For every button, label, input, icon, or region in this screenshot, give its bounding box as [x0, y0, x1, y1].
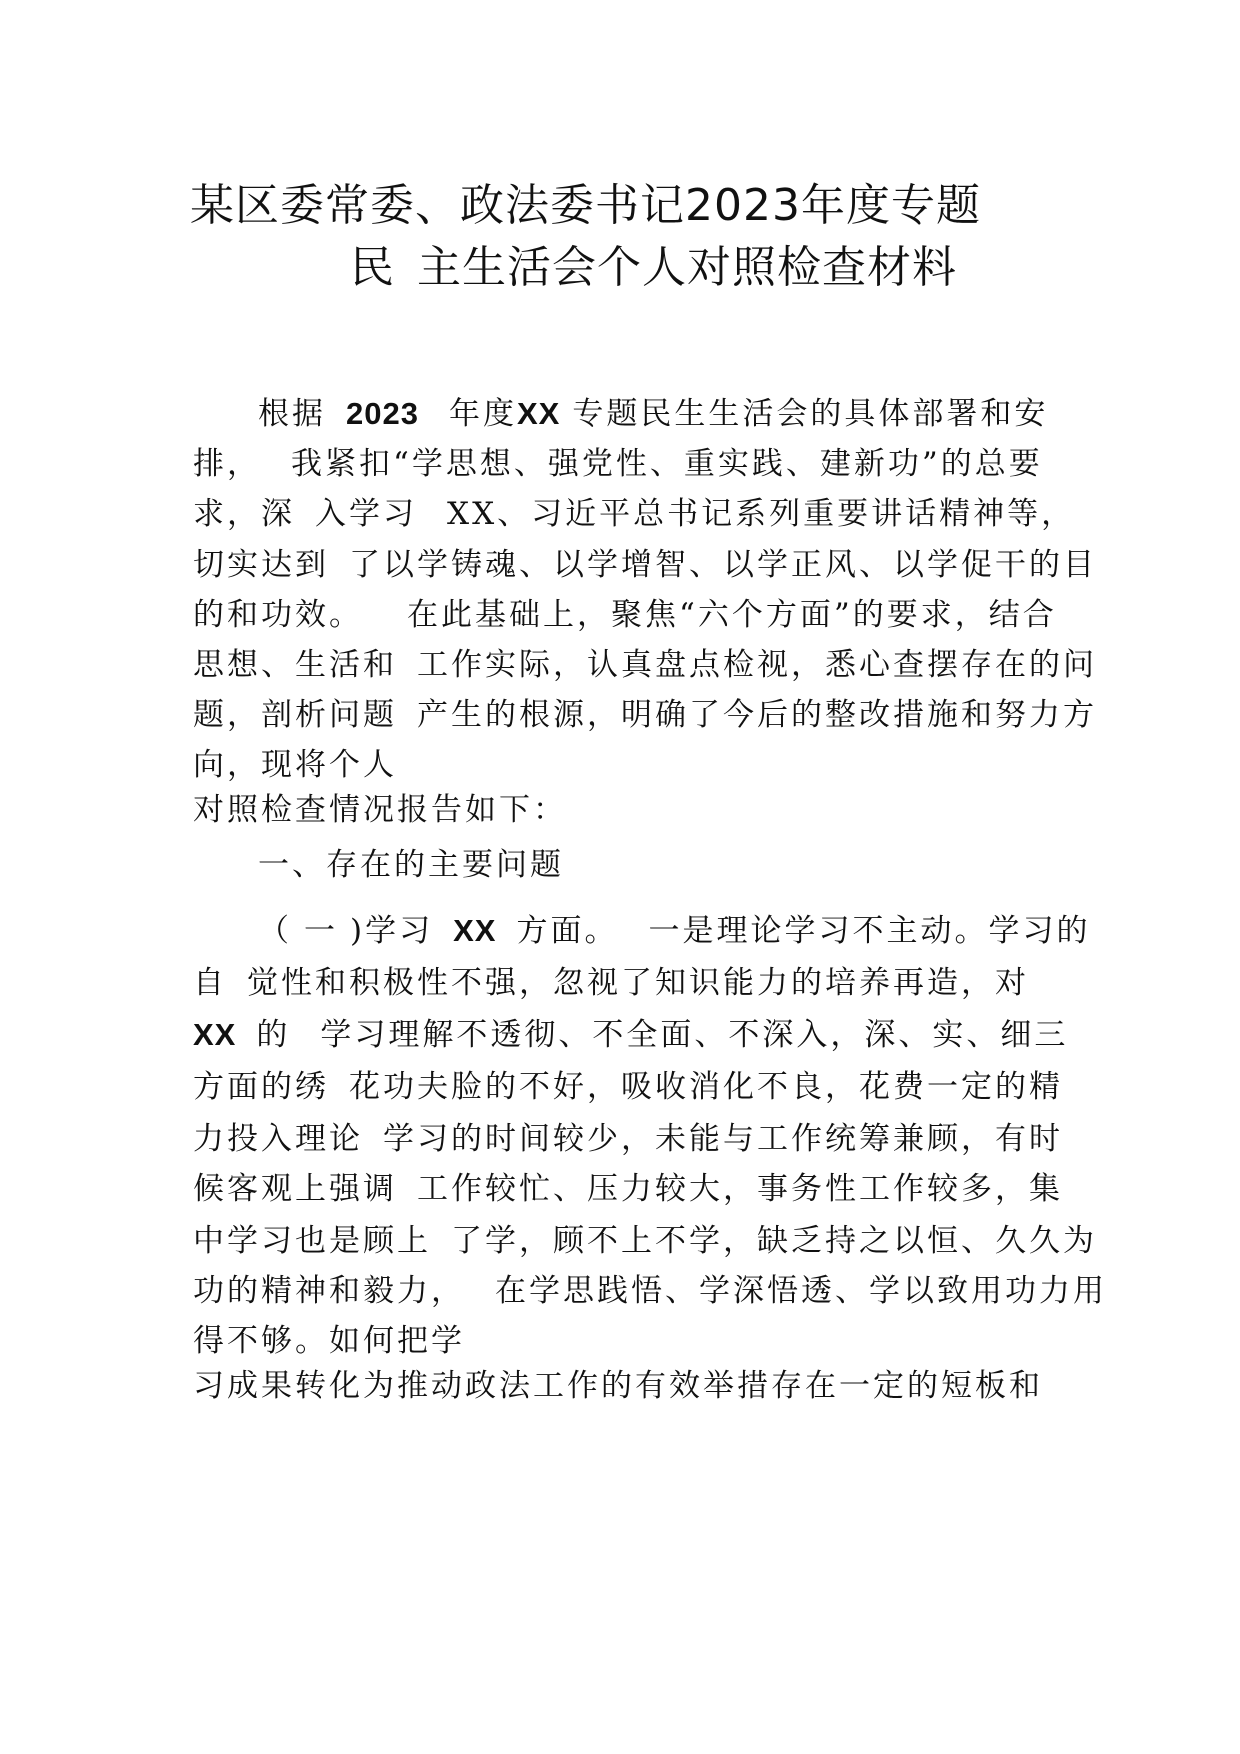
paragraph-2-line-2 [193, 963, 1029, 1003]
text-run: 花功夫脸的不好，吸收消化不良，花费一定的精 [349, 1069, 1063, 1105]
text-run: 入学习 [315, 496, 417, 532]
text-run: 功的精神和毅力， [193, 1273, 465, 1309]
paragraph-1-line-5 [193, 595, 1057, 635]
paragraph-2-line-9: 得不够。如何把学 [193, 1323, 465, 1359]
text-run: 了以学铸魂、以学增智、以学正风、以学促干的目 [349, 547, 1097, 583]
text-run: 、习近平总书记系列重要讲话精神等， [497, 496, 1076, 532]
text-run: （ [258, 913, 292, 949]
text-run: 思想、生活和 [193, 647, 397, 683]
paragraph-2-line-10: 习成果转化为推动政法工作的有效举措存在一定的短板和 [193, 1368, 1043, 1404]
text-run: 力投入理论 [193, 1121, 363, 1157]
document-title-line-1: 某区委常委、政法委书记2023年度专题 [190, 180, 981, 231]
text-run: 自 [193, 965, 227, 1001]
text-run: 年度 [448, 396, 517, 432]
text-run: 方面。 [516, 913, 619, 949]
paragraph-1-line-3 [193, 494, 1075, 534]
text-run: 在此基础上，聚焦“六个方面”的要求，结合 [407, 597, 1057, 633]
paragraph-2-line-6 [193, 1169, 1063, 1209]
paragraph-2-line-7 [193, 1221, 1097, 1261]
text-run: 中学习也是顾上 [193, 1223, 431, 1259]
text-run: 方面的绣 [193, 1069, 329, 1105]
placeholder-xx: XX [193, 1017, 237, 1052]
paragraph-2-line-4 [193, 1067, 1063, 1107]
text-run: 工作较忙、压力较大，事务性工作较多，集 [417, 1171, 1063, 1207]
text-run: 求，深 [193, 496, 295, 532]
text-run: 学习理解不透彻、不全面、不深入，深、实、细三 [320, 1017, 1069, 1053]
text-run: 题，剖析问题 [193, 697, 397, 733]
text-run: 工作实际，认真盘点检视，悉心查摆存在的问 [417, 647, 1097, 683]
text-run: 候客观上强调 [193, 1171, 397, 1207]
placeholder-xx: XX [453, 913, 497, 948]
text-run: 觉性和积极性不强，忽视了知识能力的培养再造，对 [247, 965, 1029, 1001]
year-text: 2023 [346, 396, 419, 431]
text-run: 根据 [258, 396, 326, 432]
text-run: 我紧扣“学思想、强党性、重实践、建新功”的总要 [291, 446, 1043, 482]
paragraph-2-line-8 [193, 1271, 1107, 1311]
paragraph-1-line-2 [193, 444, 1043, 484]
paragraph-1-line-8: 向，现将个人 [193, 747, 397, 783]
text-run: 一是理论学习不主动。学习的 [648, 913, 1091, 949]
placeholder-xx: XX [516, 396, 561, 431]
paragraph-1-line-9: 对照检查情况报告如下： [193, 792, 567, 828]
document-title-line-2 [350, 240, 957, 296]
text-run: 切实达到 [193, 547, 329, 583]
paragraph-2-line-1 [258, 911, 1090, 951]
text-run: )学习 [350, 913, 434, 949]
text-run: 排， [193, 446, 261, 482]
paragraph-1-line-7 [193, 695, 1097, 735]
paragraph-1-line-1 [258, 394, 1048, 434]
text-run: 一 [304, 913, 338, 949]
text-run: 的 [256, 1017, 291, 1053]
title-fragment: 主生活会个人对照检查材料 [417, 242, 957, 293]
paragraph-1-line-6 [193, 645, 1097, 685]
text-run: 学习的时间较少，未能与工作统筹兼顾，有时 [383, 1121, 1063, 1157]
text-run: 专题民生生活会的具体部署和安 [572, 396, 1049, 432]
text-run: 了学，顾不上不学，缺乏持之以恒、久久为 [451, 1223, 1097, 1259]
text-run: 产生的根源，明确了今后的整改措施和努力方 [417, 697, 1097, 733]
paragraph-2-line-5 [193, 1119, 1063, 1159]
section-heading: 一、存在的主要问题 [258, 847, 564, 883]
text-run: 的和功效。 [193, 597, 363, 633]
paragraph-1-line-4 [193, 545, 1097, 585]
text-run: 在学思践悟、学深悟透、学以致用功力用 [495, 1273, 1107, 1309]
title-fragment: 民 [350, 242, 395, 293]
placeholder-xx: XX [447, 496, 498, 532]
paragraph-2-line-3 [193, 1015, 1068, 1055]
